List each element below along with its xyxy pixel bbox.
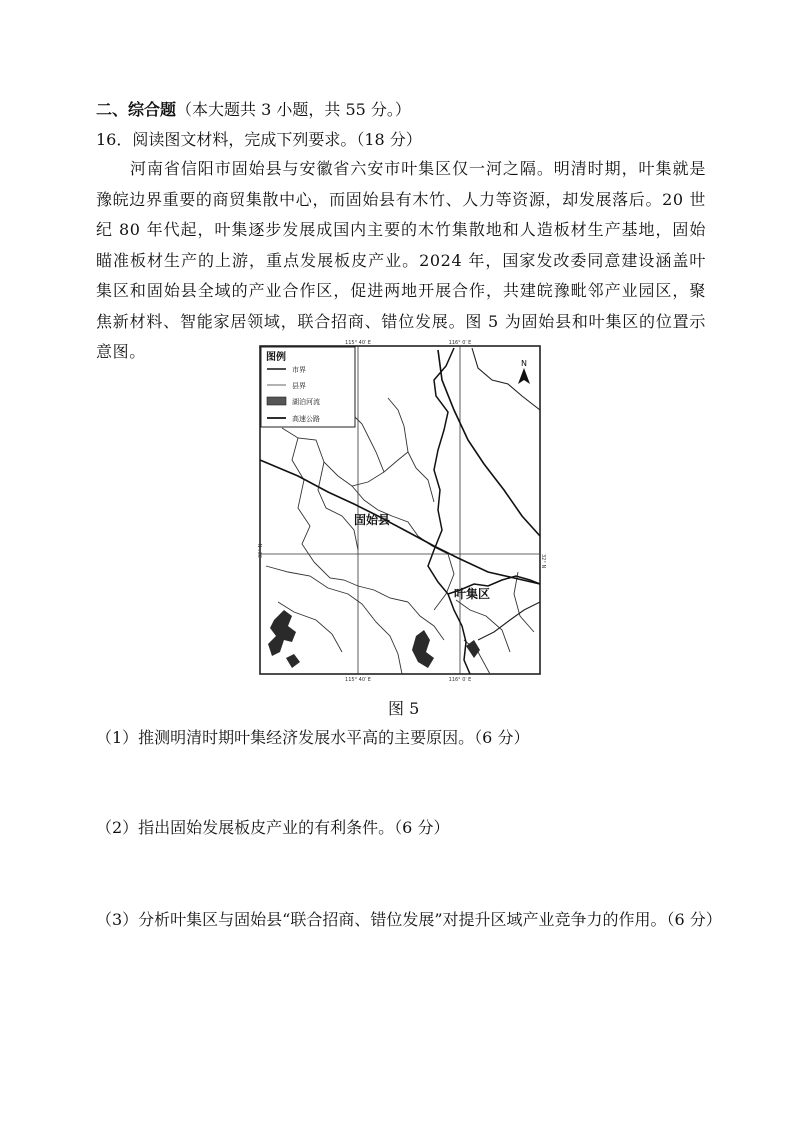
question-title: 16．阅读图文材料，完成下列要求。（18 分） — [96, 130, 422, 149]
coord-bottom-left: 115° 40′ E — [345, 677, 371, 683]
figure-caption: 图 5 — [388, 699, 420, 718]
north-label: N — [521, 359, 527, 368]
section-heading — [96, 100, 411, 120]
subquestion-3: （3）分析叶集区与固始县“联合招商、错位发展”对提升区域产业竞争力的作用。（6 分） — [96, 910, 722, 929]
map-legend — [261, 347, 355, 427]
coord-top-left: 115° 40′ E — [345, 340, 371, 346]
subquestion-1: （1）推测明清时期叶集经济发展水平高的主要原因。（6 分） — [96, 728, 530, 747]
coord-left: 32° N — [258, 543, 264, 558]
coord-right: 32° N — [540, 554, 546, 569]
subquestion-2: （2）指出固始发展板皮产业的有利条件。（6 分） — [96, 818, 450, 837]
question-material: 河南省信阳市固始县与安徽省六安市叶集区仅一河之隔。明清时期，叶集就是豫皖边界重要的商贸集散中心，而固始县有木竹、人力等资源，却发展落后。20 世纪 80 年代起，叶集逐步发展成国内主要的木竹集散地和人造板材生产基地，固始瞄准板材生产的上游，重点发展板皮产业。2024 年，国家发改委同意建设涵盖叶集区和固始县全域的产业合作区，促进两地开展合作，共建皖豫毗邻产业园区，聚焦新材料、智能家居领域，联合招商、错位发展。图 5 为固始县和叶集区的位置示意图。 — [96, 159, 706, 361]
section-heading-detail: （本大题共 3 小题，共 55 分。） — [176, 100, 411, 119]
legend-title: 图例 — [266, 352, 286, 363]
label-yeji-district: 叶集区 — [454, 587, 491, 601]
legend-city-boundary: 市界 — [292, 366, 306, 374]
legend-expressway: 高速公路 — [292, 415, 320, 423]
coord-top-right: 116° 0′ E — [448, 340, 472, 346]
section-heading-bold: 二、综合题 — [96, 100, 177, 119]
label-gushi-county: 固始县 — [354, 513, 391, 527]
coord-bottom-right: 116° 0′ E — [448, 677, 472, 683]
legend-lake-swatch — [267, 397, 286, 405]
location-map — [258, 340, 544, 682]
legend-county-boundary: 县界 — [292, 382, 306, 390]
legend-lake: 湖泊河流 — [292, 398, 320, 406]
